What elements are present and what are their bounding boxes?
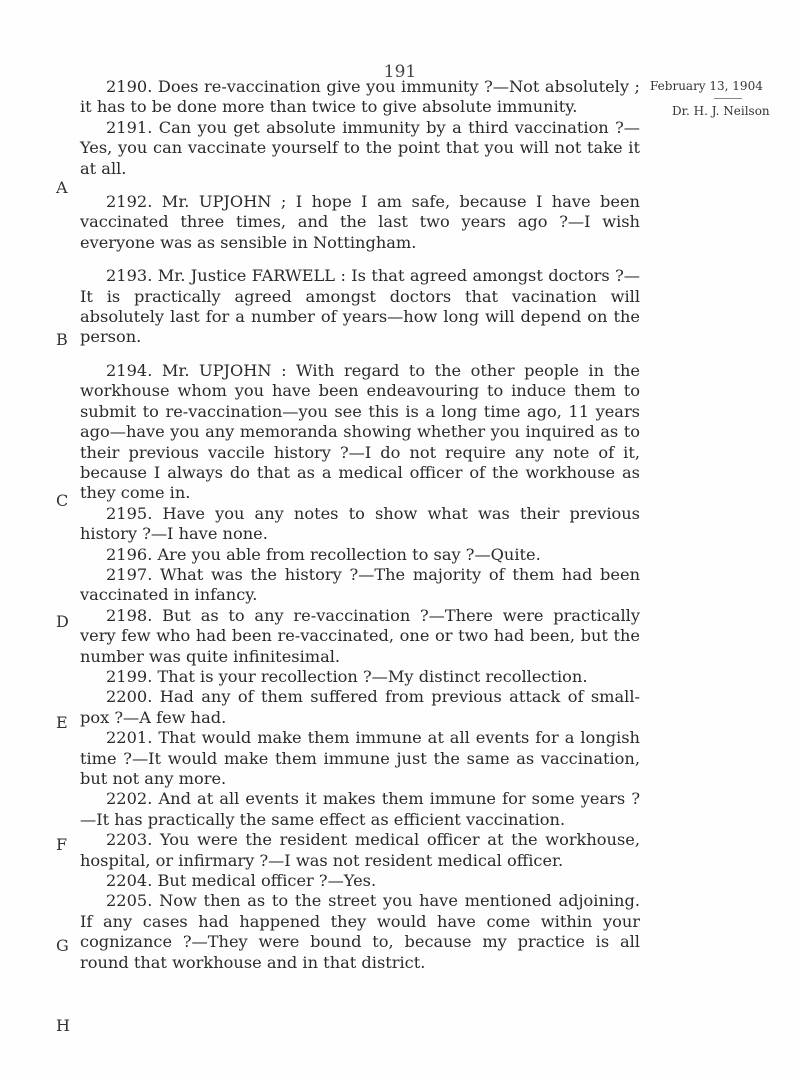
paragraph-2199: 2199. That is your recollection ?—My distinct recollection.	[106, 666, 588, 686]
paragraph-2194: 2194. Mr. UPJOHN : With regard to the other people in the workhouse whom you have been endeavouring to induce them to submit to re-vaccination—you see this is a long time ago, 11 years ago—have you any memoranda showing whether you inquired as to their previous vaccile history ?—I do not require any note of it, because I always do that as a medical officer of the workhouse as they come in.	[80, 360, 640, 503]
paragraph-2193: 2193. Mr. Justice FARWELL : Is that agreed amongst doctors ?—It is practically agreed amongst doctors that vacination will absolutely last for a number of years—how long will depend on the person.	[80, 266, 640, 347]
margin-letter-e: E	[56, 713, 68, 732]
paragraph-2197: 2197. What was the history ?—The majority of them had been vaccinated in infancy.	[80, 564, 640, 605]
page-number: 191	[383, 62, 417, 82]
margin-letter-f: F	[56, 835, 68, 854]
margin-rule	[714, 98, 742, 99]
paragraph-2192: 2192. Mr. UPJOHN ; I hope I am safe, because I have been vaccinated three times, and the last two years ago ?—I wish everyone was as sensible in Nottingham.	[80, 192, 640, 252]
paragraph-2191: 2191. Can you get absolute immunity by a third vaccination ?—Yes, you can vaccinate yourself to the point that you will not take it at all.	[80, 117, 640, 178]
margin-date: February 13, 1904	[650, 79, 763, 93]
paragraph-2202: 2202. And at all events it makes them immune for some years ?—It has practically the same effect as efficient vaccination.	[80, 789, 640, 829]
paragraph-2203: 2203. You were the resident medical officer at the workhouse, hospital, or infirmary ?—I was not resident medical officer.	[80, 830, 640, 870]
paragraph-2198: 2198. But as to any re-vaccination ?—There were practically very few who had been re-vaccinated, one or two had been, but the number was quite infinitesimal.	[80, 605, 640, 666]
margin-letter-d: D	[56, 612, 69, 631]
margin-letter-g: G	[56, 936, 69, 955]
margin-letter-h: H	[56, 1016, 70, 1035]
paragraph-2205: 2205. Now then as to the street you have mentioned adjoining. If any cases had happened they would have come within your cognizance ?—They were bound to, because my practice is all round that workhouse and in that district.	[80, 891, 640, 972]
margin-letter-c: C	[56, 491, 69, 510]
paragraph-2195: 2195. Have you any notes to show what was their previous history ?—I have none.	[80, 503, 640, 544]
paragraph-2204: 2204. But medical officer ?—Yes.	[106, 871, 377, 891]
paragraph-2196: 2196. Are you able from recollection to say ?—Quite.	[106, 544, 541, 564]
paragraph-2201: 2201. That would make them immune at all events for a longish time ?—It would make them immune just the same as vaccination, but not any more.	[80, 728, 640, 788]
paragraph-2200: 2200. Had any of them suffered from previous attack of small-pox ?—A few had.	[80, 687, 640, 727]
margin-letter-b: B	[56, 330, 68, 349]
margin-letter-a: A	[56, 178, 68, 197]
margin-witness: Dr. H. J. Neilson	[672, 104, 770, 118]
paragraph-2190: 2190. Does re-vaccination give you immunity ?—Not absolutely ; it has to be done more than twice to give absolute immunity.	[80, 77, 640, 117]
testimony-body	[80, 77, 640, 973]
